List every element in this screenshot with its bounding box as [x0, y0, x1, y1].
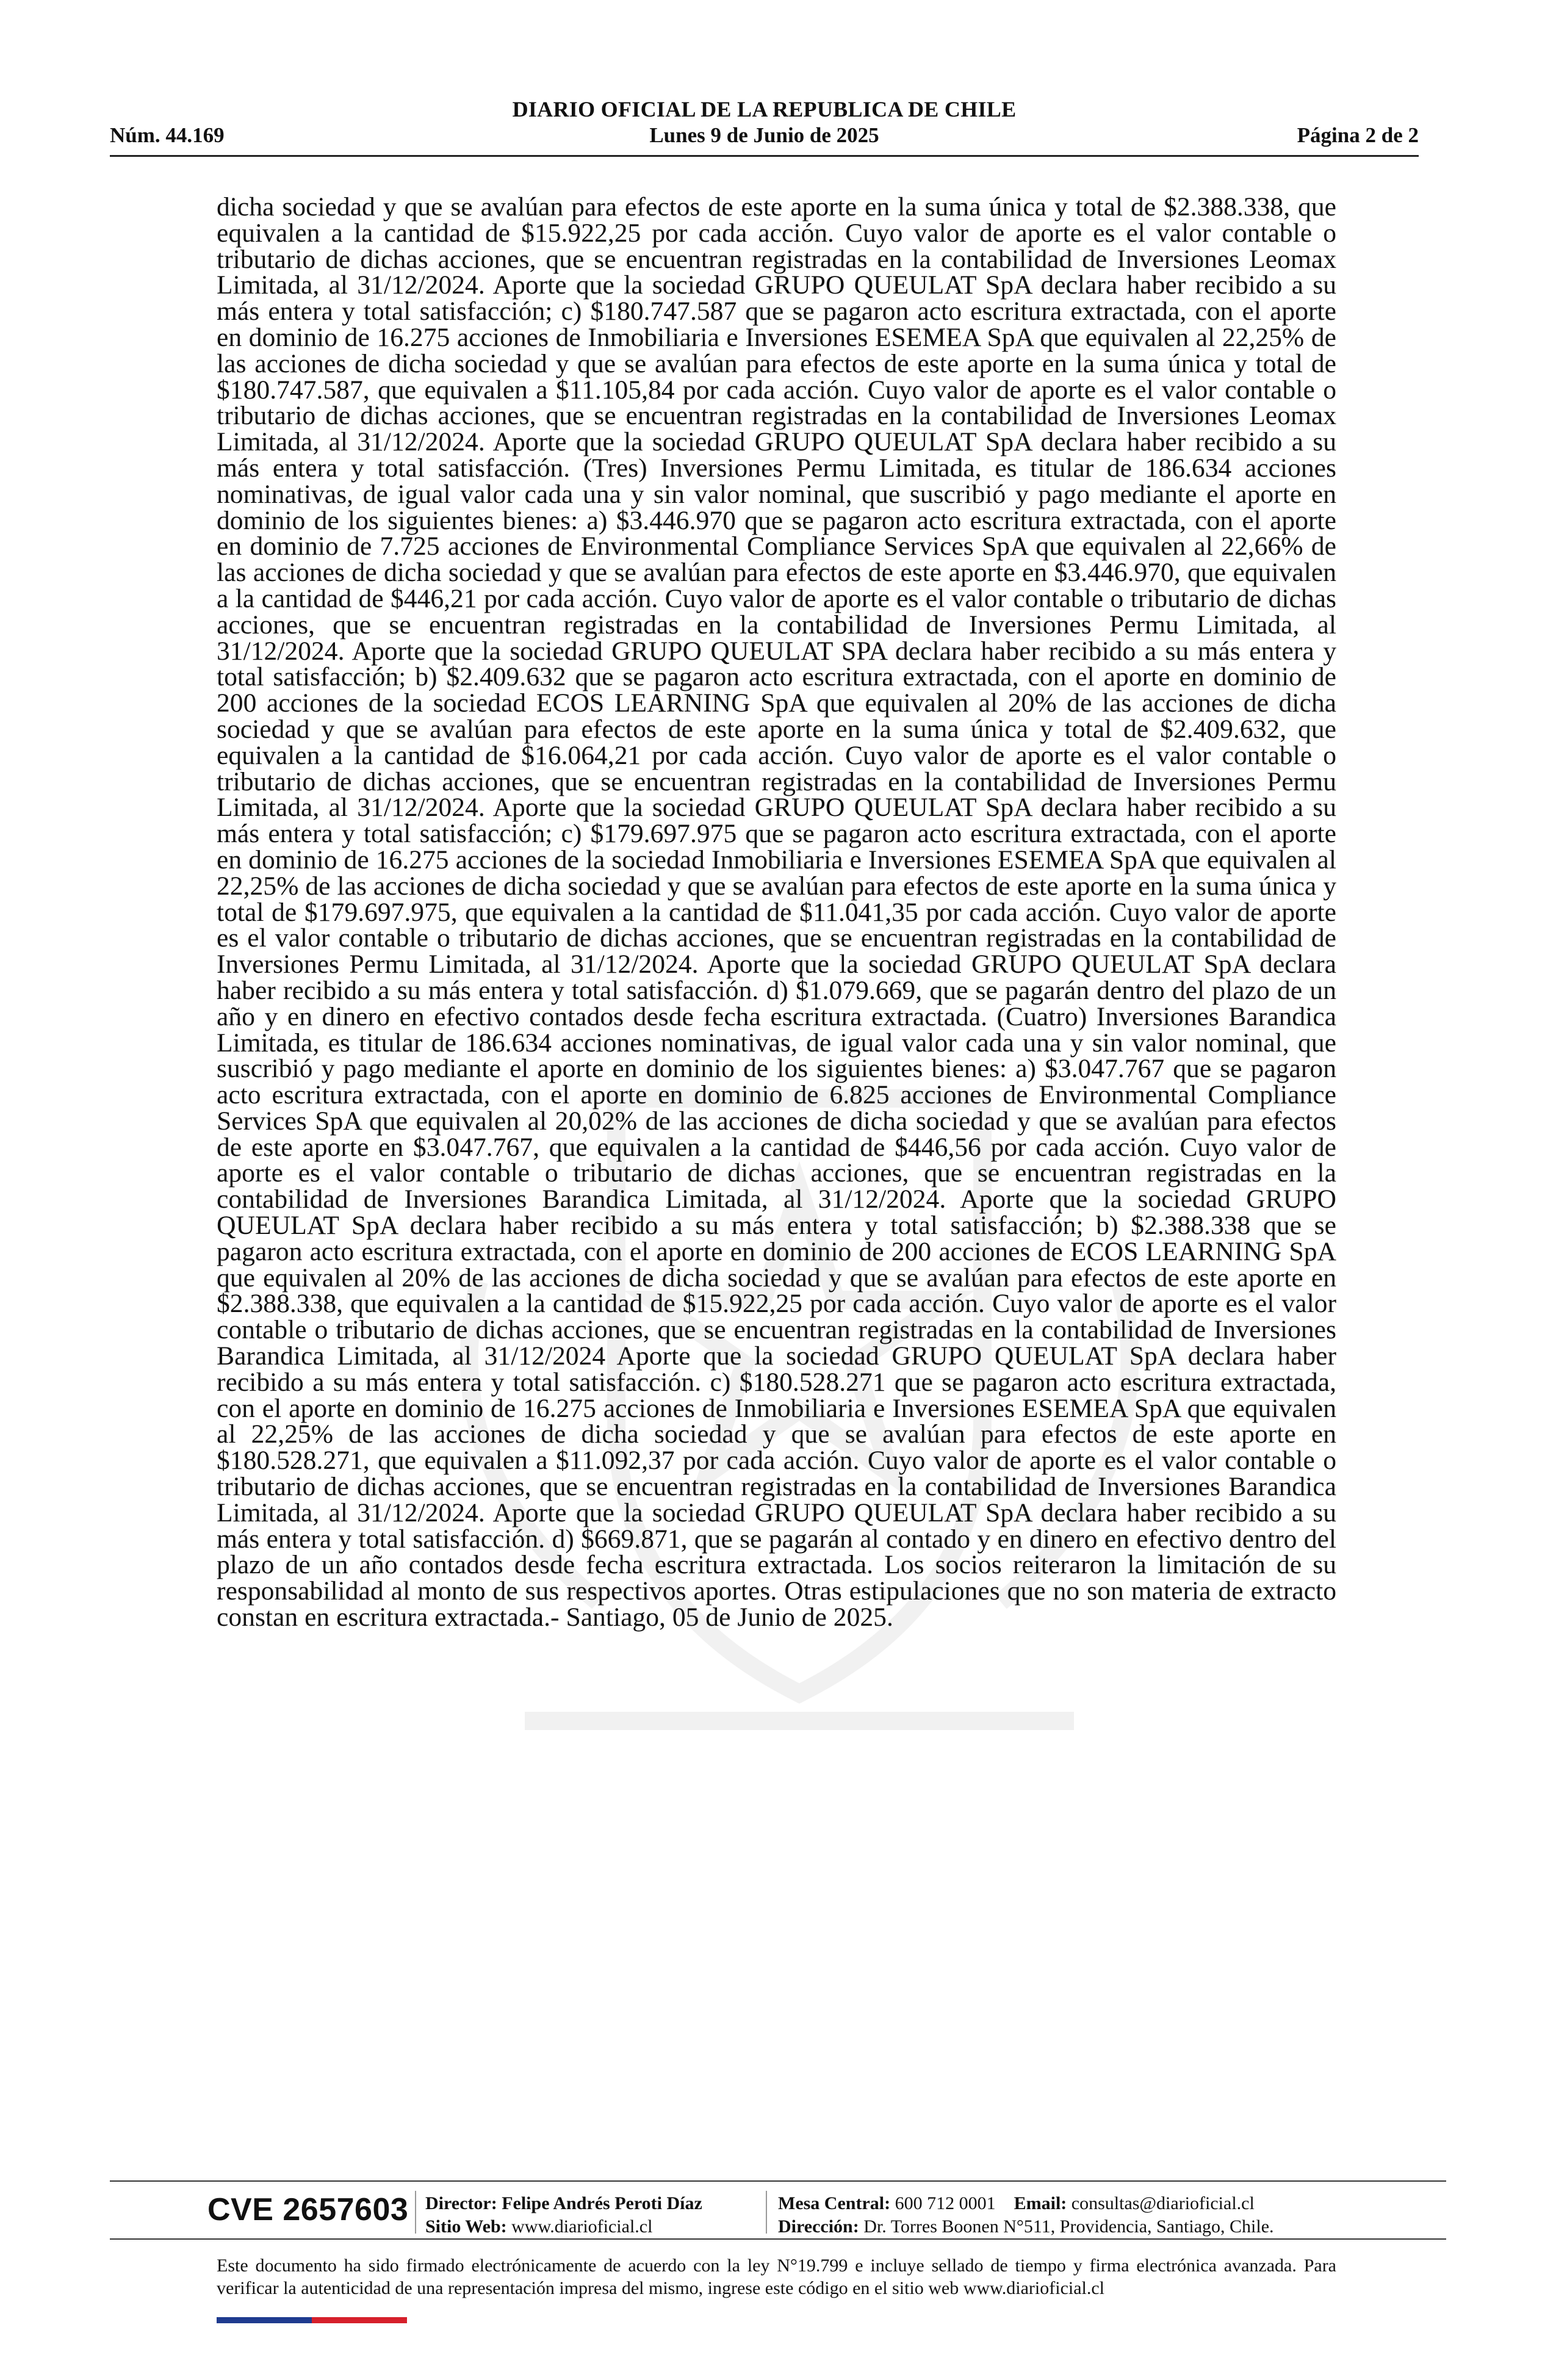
email-label: Email: [1014, 2193, 1067, 2213]
footer-divider-top [110, 2180, 1446, 2182]
signature-disclaimer: Este documento ha sido firmado electrónicamente de acuerdo con la ley N°19.799 e incluye sellado de tiempo y firma electrónica avanzada. Para verificar la autenticidad de una representación impresa del mismo, ingrese este código en el sitio web www.diarioficial.cl [217, 2256, 1336, 2298]
address-value: Dr. Torres Boonen N°511, Providencia, Santiago, Chile. [863, 2216, 1274, 2237]
body-paragraph: dicha sociedad y que se avalúan para efectos de este aporte en la suma única y total de $2.388.338, que equivalen a la cantidad de $15.922,25 por cada acción. Cuyo valor de aporte es el valor contable o tributario de dichas acciones, que se encuentran registradas en la contabilidad de Inversiones Leomax Limitada, al 31/12/2024. Aporte que la sociedad GRUPO QUEULAT SpA declara haber recibido a su más entera y total satisfacción; c) $180.747.587 que se pagaron acto escritura extractada, con el aporte en dominio de 16.275 acciones de Inmobiliaria e Inversiones ESEMEA SpA que equivalen al 22,25% de las acciones de dicha sociedad y que se avalúan para efectos de este aporte en la suma única y total de $180.747.587, que equivalen a $11.105,84 por cada acción. Cuyo valor de aporte es el valor contable o tributario de dichas acciones, que se encuentran registradas en la contabilidad de Inversiones Leomax Limitada, al 31/12/2024. Aporte que la sociedad GRUPO QUEULAT SpA declara haber recibido a su más entera y total satisfacción. (Tres) Inversiones Permu Limitada, es titular de 186.634 acciones nominativas, de igual valor cada una y sin valor nominal, que suscribió y pago mediante el aporte en dominio de los siguientes bienes: a) $3.446.970 que se pagaron acto escritura extractada, con el aporte en dominio de 7.725 acciones de Environmental Compliance Services SpA que equivalen al 22,66% de las acciones de dicha sociedad y que se avalúan para efectos de este aporte en $3.446.970, que equivalen a la cantidad de $446,21 por cada acción. Cuyo valor de aporte es el valor contable o tributario de dichas acciones, que se encuentran registradas en la contabilidad de Inversiones Permu Limitada, al 31/12/2024. Aporte que la sociedad GRUPO QUEULAT SPA declara haber recibido a su más entera y total satisfacción; b) $2.409.632 que se pagaron acto escritura extractada, con el aporte en dominio de 200 acciones de la sociedad ECOS LEARNING SpA que equivalen al 20% de las acciones de dicha sociedad y que se avalúan para efectos de este aporte en la suma única y total de $2.409.632, que equivalen a la cantidad de $16.064,21 por cada acción. Cuyo valor de aporte es el valor contable o tributario de dichas acciones, que se encuentran registradas en la contabilidad de Inversiones Permu Limitada, al 31/12/2024. Aporte que la sociedad GRUPO QUEULAT SpA declara haber recibido a su más entera y total satisfacción; c) $179.697.975 que se pagaron acto escritura extractada, con el aporte en dominio de 16.275 acciones de la sociedad Inmobiliaria e Inversiones ESEMEA SpA que equivalen al 22,25% de las acciones de dicha sociedad y que se avalúan para efectos de este aporte en la suma única y total de $179.697.975, que equivalen a la cantidad de $11.041,35 por cada acción. Cuyo valor de aporte es el valor contable o tributario de dichas acciones, que se encuentran registradas en la contabilidad de Inversiones Permu Limitada, al 31/12/2024. Aporte que la sociedad GRUPO QUEULAT SpA declara haber recibido a su más entera y total satisfacción. d) $1.079.669, que se pagarán dentro del plazo de un año y en dinero en efectivo contados desde fecha escritura extractada. (Cuatro) Inversiones Barandica Limitada, es titular de 186.634 acciones nominativas, de igual valor cada una y sin valor nominal, que suscribió y pago mediante el aporte en dominio de los siguientes bienes: a) $3.047.767 que se pagaron acto escritura extractada, con el aporte en dominio de 6.825 acciones de Environmental Compliance Services SpA que equivalen al 20,02% de las acciones de dicha sociedad y que se avalúan para efectos de este aporte en $3.047.767, que equivalen a la cantidad de $446,56 por cada acción. Cuyo valor de aporte es el valor contable o tributario de dichas acciones, que se encuentran registradas en la contabilidad de Inversiones Barandica Limitada, al 31/12/2024. Aporte que la sociedad GRUPO QUEULAT SpA declara haber recibido a su más entera y total satisfacción; b) $2.388.338 que se pagaron acto escritura extractada, con el aporte en dominio de 200 acciones de ECOS LEARNING SpA que equivalen al 20% de las acciones de dicha sociedad y que se avalúan para efectos de este aporte en $2.388.338, que equivalen a la cantidad de $15.922,25 por cada acción. Cuyo valor de aporte es el valor contable o tributario de dichas acciones, que se encuentran registradas en la contabilidad de Inversiones Barandica Limitada, al 31/12/2024 Aporte que la sociedad GRUPO QUEULAT SpA declara haber recibido a su más entera y total satisfacción. c) $180.528.271 que se pagaron acto escritura extractada, con el aporte en dominio de 16.275 acciones de Inmobiliaria e Inversiones ESEMEA SpA que equivalen al 22,25% de las acciones de dicha sociedad y que se avalúan para efectos de este aporte en $180.528.271, que equivalen a $11.092,37 por cada acción. Cuyo valor de aporte es el valor contable o tributario de dichas acciones, que se encuentran registradas en la contabilidad de Inversiones Barandica Limitada, al 31/12/2024. Aporte que la sociedad GRUPO QUEULAT SpA declara haber recibido a su más entera y total satisfacción. d) $669.871, que se pagarán al contado y en dinero en efectivo dentro del plazo de un año contados desde fecha escritura extractada. Los socios reiteraron la limitación de su responsabilidad al monto de sus respectivos aportes. Otras estipulaciones que no son materia de extracto constan en escritura extractada.- Santiago, 05 de Junio de 2025. [217, 192, 1336, 1632]
footer-contact-block [778, 2192, 1274, 2238]
page-indicator: Página 2 de 2 [1297, 123, 1419, 147]
flag-stripe [217, 2317, 407, 2323]
flag-red-segment [312, 2317, 407, 2323]
email-link[interactable]: consultas@diarioficial.cl [1071, 2193, 1255, 2213]
director-label: Director: [425, 2193, 497, 2213]
footer-director-block [425, 2192, 702, 2238]
site-label: Sitio Web: [425, 2216, 507, 2237]
issue-number: Núm. 44.169 [110, 123, 225, 147]
director-name: Felipe Andrés Peroti Díaz [502, 2193, 702, 2213]
address-label: Dirección: [778, 2216, 859, 2237]
site-link[interactable]: www.diarioficial.cl [511, 2216, 653, 2237]
header-divider [110, 155, 1419, 157]
mesa-phone: 600 712 0001 [895, 2193, 996, 2213]
cve-code: CVE 2657603 [207, 2192, 409, 2227]
footer-separator [766, 2191, 767, 2234]
footer-divider-mid [110, 2238, 1446, 2240]
gazette-title: DIARIO OFICIAL DE LA REPUBLICA DE CHILE [512, 97, 1017, 121]
mesa-label: Mesa Central: [778, 2193, 891, 2213]
footer-separator [415, 2191, 416, 2234]
issue-date: Lunes 9 de Junio de 2025 [649, 123, 879, 147]
page-header [110, 96, 1419, 157]
flag-blue-segment [217, 2317, 312, 2323]
